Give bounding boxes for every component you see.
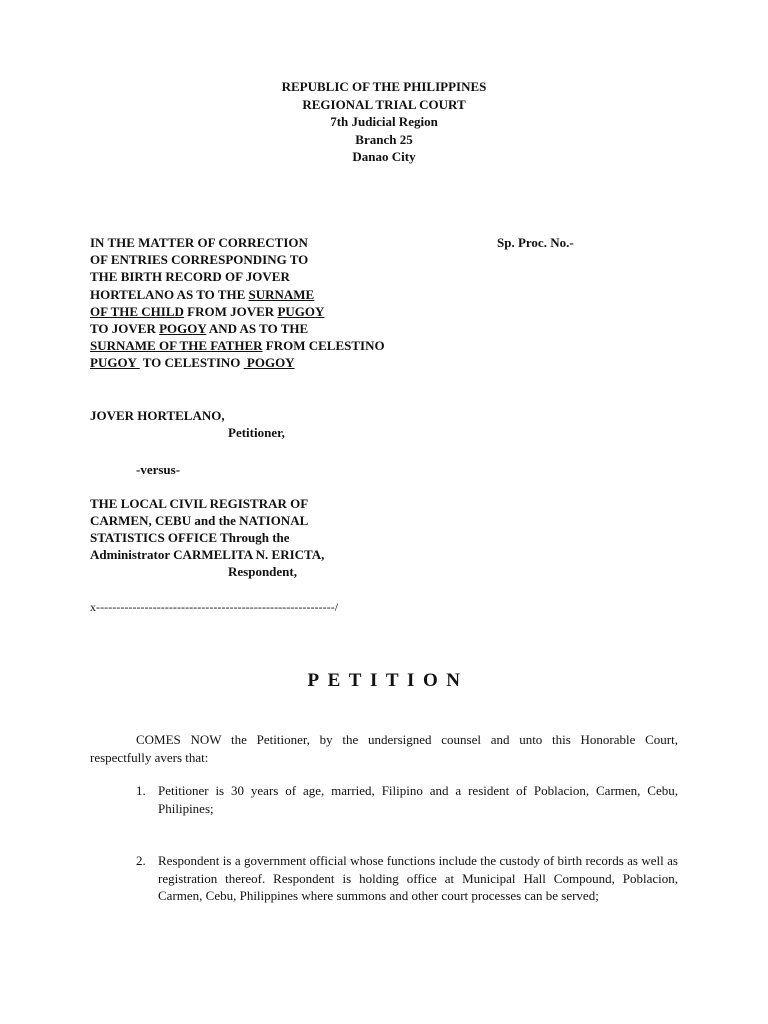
caption-line: OF ENTRIES CORRESPONDING TO	[90, 252, 309, 268]
header-city: Danao City	[352, 149, 416, 164]
versus-label: -versus-	[136, 462, 181, 477]
header-branch: Branch 25	[355, 131, 413, 147]
numbered-item-2	[90, 852, 678, 905]
case-caption	[90, 234, 490, 372]
caption-underlined: OF THE CHILD	[90, 303, 184, 319]
list-item	[90, 782, 678, 817]
respondent-line: CARMEN, CEBU and the NATIONAL	[90, 513, 309, 528]
caption-text: TO CELESTINO	[139, 355, 244, 371]
respondent-block	[90, 495, 324, 580]
item-number: 2.	[136, 853, 146, 868]
versus-block	[90, 461, 180, 478]
caption-line	[90, 354, 490, 371]
item-number: 1.	[136, 783, 146, 798]
numbered-item-1	[90, 782, 678, 817]
caption-text: FROM CELESTINO	[262, 338, 385, 354]
caption-line: THE BIRTH RECORD OF JOVER	[90, 269, 290, 285]
header-court: REGIONAL TRIAL COURT	[302, 96, 466, 112]
intro-line: respectfully avers that:	[90, 749, 209, 765]
caption-underlined: POGOY	[159, 321, 207, 337]
petitioner-block	[90, 407, 285, 441]
caption-underlined: PUGOY	[90, 355, 140, 371]
caption-underlined: PUGOY	[277, 303, 325, 319]
header-region: 7th Judicial Region	[330, 114, 438, 129]
petitioner-name: JOVER HORTELANO,	[90, 408, 225, 423]
intro-paragraph	[90, 731, 678, 766]
respondent-line: THE LOCAL CIVIL REGISTRAR OF	[90, 496, 309, 511]
caption-line	[90, 337, 490, 354]
item-text: Petitioner is 30 years of age, married, Filipino and a resident of Poblacion, Carmen, Cebu, Philipines;	[158, 783, 678, 816]
caption-line	[90, 303, 490, 320]
petitioner-role: Petitioner,	[228, 425, 285, 440]
respondent-line: Administrator CARMELITA N. ERICTA,	[90, 547, 325, 562]
court-header	[0, 78, 768, 166]
caption-underlined: POGOY	[243, 355, 295, 371]
intro-line: COMES NOW the Petitioner, by the undersigned counsel and unto this Honorable Court,	[136, 732, 678, 747]
caption-underlined: SURNAME	[248, 286, 315, 302]
header-republic: REPUBLIC OF THE PHILIPPINES	[281, 79, 487, 94]
special-proceeding-number: Sp. Proc. No.-	[497, 235, 574, 250]
document-title: PETITION	[307, 670, 469, 691]
caption-text: FROM JOVER	[183, 303, 278, 319]
respondent-role: Respondent,	[228, 564, 297, 579]
caption-separator: x-----------------------------------------------------------/	[90, 600, 339, 614]
respondent-line: STATISTICS OFFICE Through the	[90, 530, 290, 545]
caption-text: AND AS TO THE	[206, 321, 309, 337]
caption-text: TO JOVER	[90, 321, 160, 337]
caption-line	[90, 286, 490, 303]
list-item	[90, 852, 678, 905]
caption-line: IN THE MATTER OF CORRECTION	[90, 235, 308, 250]
caption-text: HORTELANO AS TO THE	[90, 286, 249, 302]
caption-underlined: SURNAME OF THE FATHER	[90, 338, 263, 354]
caption-line	[90, 320, 490, 337]
item-text: Respondent is a government official whose functions include the custody of birth records as well as registration thereof. Respondent is holding office at Municipal Hall Compound, Poblacion, Carmen, Cebu, Philippines where summons and other court processes can be served;	[158, 853, 678, 903]
